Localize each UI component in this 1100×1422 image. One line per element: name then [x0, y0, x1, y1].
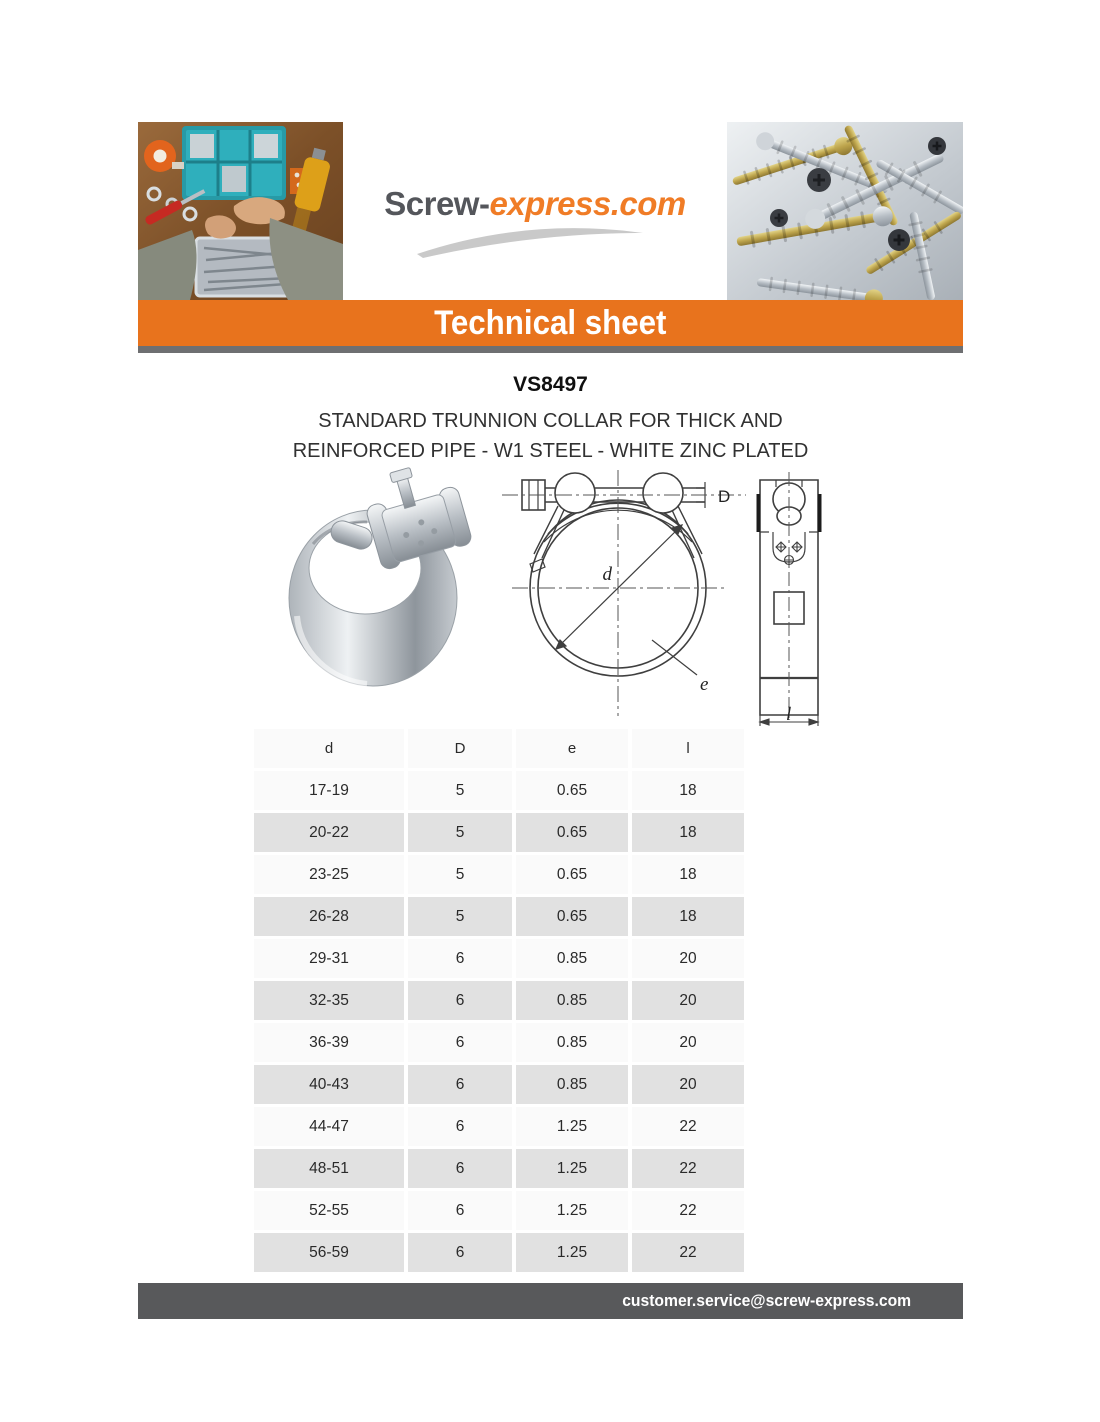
- spec-cell: 20: [632, 1065, 744, 1104]
- spec-cell: 5: [408, 813, 512, 852]
- spec-cell: 18: [632, 771, 744, 810]
- spec-cell: 36-39: [254, 1023, 404, 1062]
- spec-row: [254, 1107, 744, 1146]
- spec-cell: 22: [632, 1191, 744, 1230]
- spec-row: [254, 771, 744, 810]
- spec-cell: 20: [632, 1023, 744, 1062]
- logo-text-screw: Screw-: [384, 185, 490, 222]
- spec-cell: 22: [632, 1107, 744, 1146]
- label-l: l: [786, 704, 792, 725]
- product-code: VS8497: [513, 373, 588, 396]
- spec-cell: 26-28: [254, 897, 404, 936]
- spec-cell: 6: [408, 981, 512, 1020]
- label-e: e: [700, 674, 709, 695]
- divider-rule: [138, 346, 963, 353]
- side-view-drawing: [743, 470, 848, 728]
- spec-cell: 40-43: [254, 1065, 404, 1104]
- spec-cell: 44-47: [254, 1107, 404, 1146]
- screws-photo: [727, 122, 963, 300]
- logo: [343, 186, 727, 222]
- spec-cell: 18: [632, 855, 744, 894]
- spec-cell: 6: [408, 1107, 512, 1146]
- spec-cell: 17-19: [254, 771, 404, 810]
- spec-col-header-e: e: [516, 729, 628, 768]
- spec-row: [254, 1065, 744, 1104]
- technical-sheet: [138, 122, 963, 1319]
- customer-service-email: customer.service@screw-express.com: [622, 1292, 911, 1310]
- spec-cell: 0.85: [516, 939, 628, 978]
- spec-cell: 6: [408, 1065, 512, 1104]
- workbench-photo-art: [138, 122, 343, 300]
- spec-cell: 5: [408, 771, 512, 810]
- spec-row: [254, 1149, 744, 1188]
- spec-cell: 6: [408, 1191, 512, 1230]
- label-d: d: [602, 564, 612, 585]
- spec-cell: 48-51: [254, 1149, 404, 1188]
- spec-cell: 0.85: [516, 1023, 628, 1062]
- spec-row: [254, 981, 744, 1020]
- spec-cell: 0.65: [516, 771, 628, 810]
- footer-bar: [138, 1283, 963, 1319]
- spec-cell: 52-55: [254, 1191, 404, 1230]
- spec-cell: 18: [632, 813, 744, 852]
- spec-cell: 1.25: [516, 1149, 628, 1188]
- spec-row: [254, 1233, 744, 1272]
- screws-photo-art: [727, 122, 963, 300]
- spec-cell: 6: [408, 939, 512, 978]
- spec-cell: 56-59: [254, 1233, 404, 1272]
- spec-cell: 20-22: [254, 813, 404, 852]
- spec-cell: 0.65: [516, 897, 628, 936]
- spec-col-header-l: l: [632, 729, 744, 768]
- technical-sheet-banner: [138, 300, 963, 346]
- product-photo: [283, 466, 483, 702]
- spec-cell: 22: [632, 1233, 744, 1272]
- spec-row: [254, 897, 744, 936]
- spec-cell: 6: [408, 1149, 512, 1188]
- spec-cell: 18: [632, 897, 744, 936]
- header: [138, 122, 963, 300]
- spec-row: [254, 1191, 744, 1230]
- product-subtitle-line1: STANDARD TRUNNION COLLAR FOR THICK AND: [318, 410, 783, 432]
- logo-text-express: express.com: [489, 185, 686, 222]
- spec-row: [254, 1023, 744, 1062]
- spec-cell: 5: [408, 855, 512, 894]
- spec-cell: 29-31: [254, 939, 404, 978]
- product-subtitle-line2: REINFORCED PIPE - W1 STEEL - WHITE ZINC PLATED: [292, 440, 809, 462]
- spec-table-body: [254, 771, 744, 1272]
- spec-row: [254, 813, 744, 852]
- front-view-drawing: [500, 468, 750, 718]
- logo-panel: [343, 122, 727, 300]
- spec-cell: 20: [632, 939, 744, 978]
- spec-col-header-D: D: [408, 729, 512, 768]
- spec-row: [254, 939, 744, 978]
- spec-cell: 0.85: [516, 1065, 628, 1104]
- spec-cell: 32-35: [254, 981, 404, 1020]
- logo-swoosh: [415, 226, 647, 260]
- spec-cell: 6: [408, 1023, 512, 1062]
- spec-cell: 6: [408, 1233, 512, 1272]
- spec-cell: 22: [632, 1149, 744, 1188]
- spec-cell: 5: [408, 897, 512, 936]
- product-subtitle: [138, 406, 963, 466]
- spec-cell: 0.65: [516, 813, 628, 852]
- spec-cell: 20: [632, 981, 744, 1020]
- workbench-photo: [138, 122, 343, 300]
- figures-row: [138, 468, 963, 725]
- spec-cell: 23-25: [254, 855, 404, 894]
- banner-title: Technical sheet: [434, 304, 667, 342]
- spec-col-header-d: d: [254, 729, 404, 768]
- spec-cell: 1.25: [516, 1191, 628, 1230]
- spec-row: [254, 855, 744, 894]
- spec-table-header-row: [254, 729, 744, 768]
- spec-cell: 1.25: [516, 1107, 628, 1146]
- spec-cell: 0.85: [516, 981, 628, 1020]
- spec-table: [250, 726, 748, 1275]
- label-D: D: [718, 487, 731, 506]
- spec-cell: 1.25: [516, 1233, 628, 1272]
- spec-cell: 0.65: [516, 855, 628, 894]
